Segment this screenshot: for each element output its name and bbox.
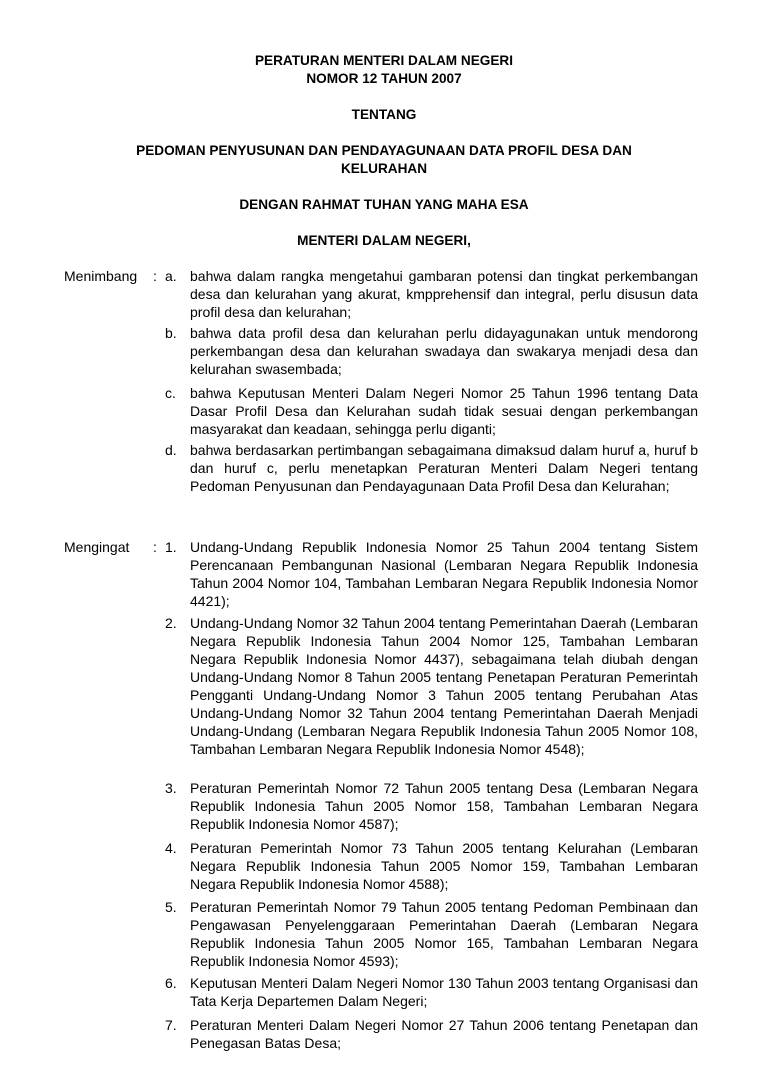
section-label-menimbang: Menimbang [64, 268, 138, 284]
list-marker: 2. [165, 615, 177, 631]
list-marker: c. [165, 385, 176, 401]
list-marker: 1. [165, 539, 177, 555]
list-marker: b. [165, 325, 177, 341]
considering-item: bahwa Keputusan Menteri Dalam Negeri Nomor 25 Tahun 1996 tentang Data Dasar Profil Desa dan Kelurahan sudah tidak sesuai dengan perkembangan masyarakat dan keadaan, sehingga perlu diganti; [190, 385, 698, 437]
list-marker: 5. [165, 899, 177, 915]
section-colon: : [153, 539, 157, 555]
tentang-heading: TENTANG [351, 107, 417, 122]
list-marker: 6. [165, 975, 177, 991]
minister-heading: MENTERI DALAM NEGERI, [297, 233, 471, 248]
list-marker: 3. [165, 780, 177, 796]
legal-basis-item: Undang-Undang Nomor 32 Tahun 2004 tentang Pemerintahan Daerah (Lembaran Negara Republik Indonesia Tahun 2004 Nomor 125, Tambahan Lembaran Negara Republik Indonesia Nomor 4437), sebagaimana telah diubah dengan Undang-Undang Nomor 8 Tahun 2005 tentang Penetapan Peraturan Pemerintah Pengganti Undang-Undang Nomor 3 Tahun 2005 tentang Perubahan Atas Undang-Undang Nomor 32 Tahun 2004 tentang Pemerintahan Daerah Menjadi Undang-Undang (Lembaran Negara Republik Indonesia Tahun 2005 Nomor 108, Tambahan Lembaran Negara Republik Indonesia Nomor 4548); [190, 615, 698, 757]
legal-basis-item: Peraturan Pemerintah Nomor 79 Tahun 2005 tentang Pedoman Pembinaan dan Pengawasan Penyelenggaraan Pemerintahan Daerah (Lembaran Negara Republik Indonesia Tahun 2005 Nomor 165, Tambahan Lembaran Negara Republik Indonesia Nomor 4593); [190, 899, 698, 969]
legal-basis-item: Undang-Undang Republik Indonesia Nomor 25 Tahun 2004 tentang Sistem Perencanaan Pembangunan Nasional (Lembaran Negara Republik Indonesia Tahun 2004 Nomor 104, Tambahan Lembaran Negara Republik Indonesia Nomor 4421); [190, 539, 698, 609]
regulation-title-line-1: PEDOMAN PENYUSUNAN DAN PENDAYAGUNAAN DATA PROFIL DESA DAN [136, 143, 632, 158]
considering-item: bahwa berdasarkan pertimbangan sebagaimana dimaksud dalam huruf a, huruf b dan huruf c, perlu menetapkan Peraturan Menteri Dalam Negeri tentang Pedoman Penyusunan dan Pendayagunaan Data Profil Desa dan Kelurahan; [190, 442, 698, 494]
preamble-heading: DENGAN RAHMAT TUHAN YANG MAHA ESA [239, 197, 529, 212]
section-label-mengingat: Mengingat [64, 539, 130, 555]
legal-basis-item: Peraturan Pemerintah Nomor 72 Tahun 2005 tentang Desa (Lembaran Negara Republik Indonesia Tahun 2005 Nomor 158, Tambahan Lembaran Negara Republik Indonesia Nomor 4587); [190, 780, 698, 832]
regulation-number: NOMOR 12 TAHUN 2007 [306, 71, 462, 86]
legal-basis-item: Keputusan Menteri Dalam Negeri Nomor 130 Tahun 2003 tentang Organisasi dan Tata Kerja Departemen Dalam Negeri; [190, 975, 698, 1009]
list-marker: 4. [165, 840, 177, 856]
considering-item: bahwa data profil desa dan kelurahan perlu didayagunakan untuk mendorong perkembangan desa dan kelurahan swadaya dan swakarya menjadi desa dan kelurahan swasembada; [190, 325, 698, 377]
legal-basis-item: Peraturan Menteri Dalam Negeri Nomor 27 Tahun 2006 tentang Penetapan dan Penegasan Batas Desa; [190, 1017, 698, 1051]
list-marker: a. [165, 268, 177, 284]
regulation-title-line-2: KELURAHAN [340, 161, 428, 176]
regulation-heading: PERATURAN MENTERI DALAM NEGERI [254, 53, 514, 68]
section-colon: : [153, 268, 157, 284]
legal-basis-item: Peraturan Pemerintah Nomor 73 Tahun 2005 tentang Kelurahan (Lembaran Negara Republik Indonesia Tahun 2005 Nomor 159, Tambahan Lembaran Negara Republik Indonesia Nomor 4588); [190, 840, 698, 892]
considering-item: bahwa dalam rangka mengetahui gambaran potensi dan tingkat perkembangan desa dan kelurahan yang akurat, kmpprehensif dan integral, perlu disusun data profil desa dan kelurahan; [190, 268, 698, 320]
list-marker: d. [165, 442, 177, 458]
list-marker: 7. [165, 1017, 177, 1033]
